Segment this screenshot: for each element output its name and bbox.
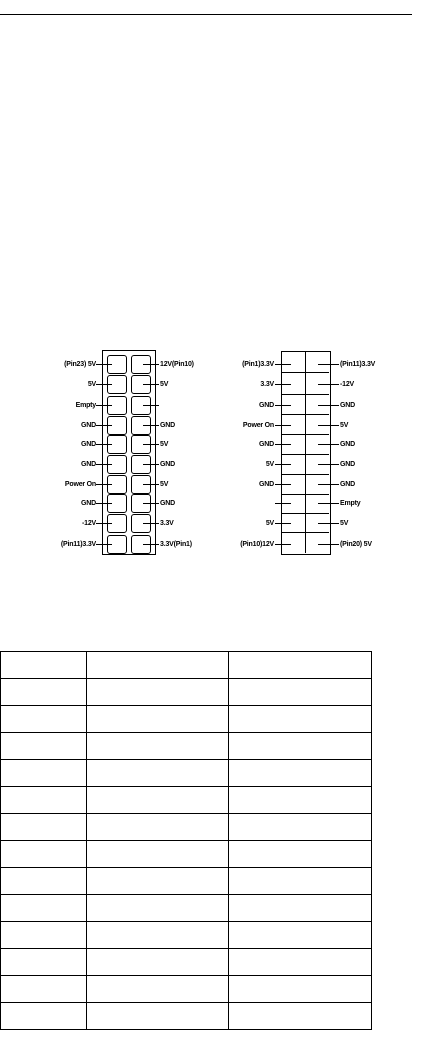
pin-label-right: GND (160, 500, 175, 507)
table-cell (1, 814, 87, 841)
label-leader (96, 503, 112, 504)
table-cell (229, 706, 372, 733)
pin-label-left: (Pin1)3.3V (242, 361, 274, 368)
table-row (1, 1003, 372, 1030)
pin-label-right: GND (340, 461, 355, 468)
pin-label-left: GND (259, 481, 274, 488)
connector-center-divider (305, 351, 306, 553)
label-leader (318, 484, 339, 485)
label-leader (96, 364, 112, 365)
pin-label-right: 12V(Pin10) (160, 361, 194, 368)
label-leader (96, 425, 112, 426)
label-leader (275, 484, 291, 485)
table-row (1, 679, 372, 706)
pin-label-left: Power On (242, 422, 274, 429)
table-cell (87, 706, 229, 733)
label-leader (318, 444, 339, 445)
table-cell (229, 841, 372, 868)
pin-label-right: 3.3V (160, 520, 174, 527)
label-leader (275, 405, 291, 406)
pin-label-left: GND (81, 500, 96, 507)
pin-label-right: 5V (160, 441, 169, 448)
table-cell (87, 976, 229, 1003)
pin-label-left: Power On (64, 481, 96, 488)
table-cell (87, 895, 229, 922)
label-leader (96, 464, 112, 465)
label-leader (318, 364, 339, 365)
table-cell (1, 760, 87, 787)
label-leader (318, 405, 339, 406)
label-leader (275, 544, 291, 545)
pin-label-left: GND (259, 402, 274, 409)
table-row (1, 733, 372, 760)
table-cell (1, 841, 87, 868)
label-leader (275, 503, 291, 504)
table-cell (1, 652, 87, 679)
table-cell (1, 1003, 87, 1030)
label-leader (318, 464, 339, 465)
table-cell (87, 733, 229, 760)
label-leader (96, 523, 112, 524)
pin-label-left: 5V (87, 381, 96, 388)
connector-row-divider (281, 454, 329, 455)
table-cell (87, 868, 229, 895)
top-rule (0, 14, 412, 15)
pin-label-left: 5V (265, 461, 274, 468)
label-leader (275, 364, 291, 365)
table-row (1, 895, 372, 922)
table-cell (87, 760, 229, 787)
table-cell (229, 733, 372, 760)
table-cell (229, 679, 372, 706)
label-leader (143, 523, 159, 524)
label-leader (96, 484, 112, 485)
connector-row-divider (281, 394, 329, 395)
connector-row-divider (281, 494, 329, 495)
table-row (1, 814, 372, 841)
table-cell (229, 976, 372, 1003)
pin-label-right: 5V (160, 381, 169, 388)
label-leader (143, 503, 159, 504)
label-leader (143, 384, 159, 385)
connector-row-divider (281, 532, 329, 533)
pin-assignment-table (0, 651, 372, 1030)
label-leader (275, 384, 291, 385)
table-cell (87, 922, 229, 949)
table-cell (87, 787, 229, 814)
pin-label-right: -12V (340, 381, 354, 388)
label-leader (143, 405, 159, 406)
pin-label-left: (Pin10)12V (240, 541, 274, 548)
pin-label-right: GND (340, 441, 355, 448)
label-leader (143, 484, 159, 485)
pin-label-right: 5V (340, 422, 349, 429)
table-cell (87, 949, 229, 976)
table-cell (1, 706, 87, 733)
table-cell (229, 1003, 372, 1030)
pin-label-right: GND (340, 481, 355, 488)
label-leader (275, 464, 291, 465)
table-cell (229, 760, 372, 787)
pin-label-right: Empty (340, 500, 361, 507)
table-cell (1, 949, 87, 976)
connector-row-divider (281, 414, 329, 415)
table-cell (1, 679, 87, 706)
table-cell (1, 922, 87, 949)
table-cell (229, 652, 372, 679)
table-cell (1, 895, 87, 922)
pin-label-left: (Pin11)3.3V (60, 541, 96, 548)
label-leader (96, 405, 112, 406)
pin-label-left: GND (81, 422, 96, 429)
label-leader (143, 464, 159, 465)
pin-label-right: (Pin11)3.3V (340, 361, 376, 368)
table-row (1, 706, 372, 733)
table-row (1, 949, 372, 976)
label-leader (318, 425, 339, 426)
label-leader (143, 425, 159, 426)
pin-label-left: GND (259, 441, 274, 448)
connector-row-divider (281, 434, 329, 435)
table-row (1, 868, 372, 895)
table-row (1, 787, 372, 814)
pin-label-right: (Pin20) 5V (340, 541, 372, 548)
pin-label-right: GND (160, 422, 175, 429)
pin-label-left: GND (81, 441, 96, 448)
table-cell (87, 652, 229, 679)
table-row (1, 976, 372, 1003)
pin-label-right: 5V (340, 520, 349, 527)
label-leader (275, 425, 291, 426)
table-cell (229, 949, 372, 976)
label-leader (143, 364, 159, 365)
label-leader (275, 444, 291, 445)
table-cell (229, 868, 372, 895)
table-cell (229, 787, 372, 814)
table-row (1, 760, 372, 787)
table-cell (87, 679, 229, 706)
label-leader (318, 544, 339, 545)
pin-label-right: GND (340, 402, 355, 409)
pin-label-left: -12V (82, 520, 96, 527)
table-row (1, 922, 372, 949)
table-row (1, 841, 372, 868)
label-leader (275, 523, 291, 524)
table-cell (1, 733, 87, 760)
label-leader (143, 544, 159, 545)
pin-label-right: GND (160, 461, 175, 468)
connector-20pin-body (281, 351, 331, 555)
table-cell (229, 895, 372, 922)
label-leader (96, 444, 112, 445)
table-row (1, 652, 372, 679)
table-cell (1, 976, 87, 1003)
pin-label-left: GND (81, 461, 96, 468)
pin-label-left: (Pin23) 5V (64, 361, 96, 368)
pin-label-right: 3.3V(Pin1) (160, 541, 192, 548)
connector-row-divider (281, 372, 329, 373)
label-leader (96, 544, 112, 545)
table-cell (87, 841, 229, 868)
table-cell (87, 1003, 229, 1030)
label-leader (318, 523, 339, 524)
table-cell (87, 814, 229, 841)
label-leader (143, 444, 159, 445)
label-leader (318, 384, 339, 385)
connector-row-divider (281, 474, 329, 475)
connector-row-divider (281, 513, 329, 514)
table-cell (1, 787, 87, 814)
label-leader (96, 384, 112, 385)
table-cell (1, 868, 87, 895)
label-leader (318, 503, 339, 504)
table-cell (229, 814, 372, 841)
table-cell (229, 922, 372, 949)
pin-label-right: 5V (160, 481, 169, 488)
pin-label-left: 3.3V (260, 381, 274, 388)
pin-label-left: 5V (265, 520, 274, 527)
pin-label-left: Empty (75, 402, 96, 409)
